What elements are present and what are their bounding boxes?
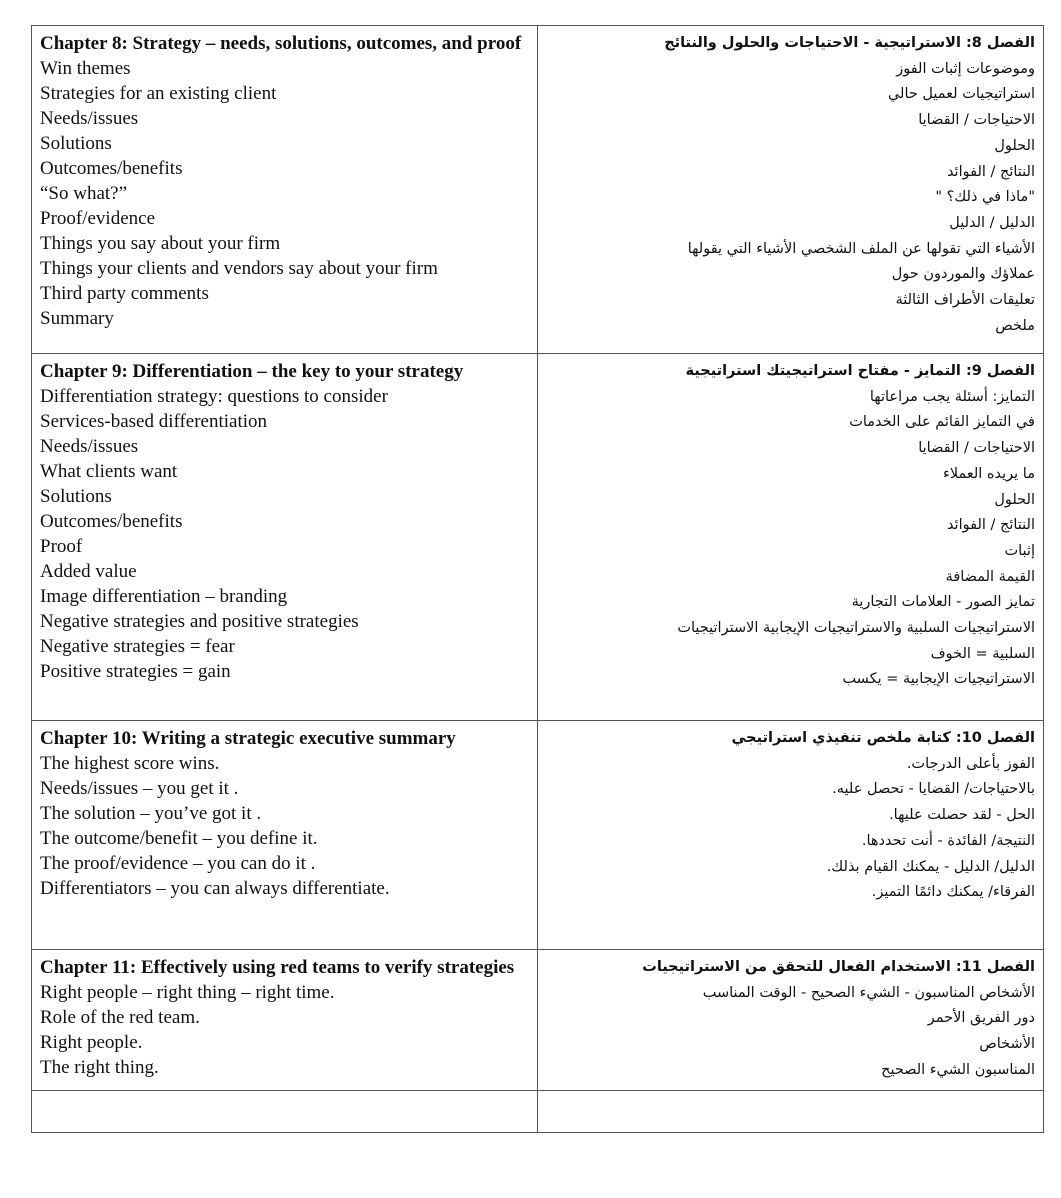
english-cell <box>32 950 538 1091</box>
list-item: Negative strategies = fear <box>40 636 235 657</box>
list-item: Needs/issues – you get it . <box>40 778 239 799</box>
list-item: The solution – you’ve got it . <box>40 803 262 824</box>
list-item: Proof/evidence <box>40 208 156 229</box>
table-row <box>32 26 1044 354</box>
list-item: Solutions <box>40 486 112 507</box>
list-item: Win themes <box>40 58 131 79</box>
list-item: التمايز: أسئلة يجب مراعاتها <box>869 388 1035 405</box>
list-item: Summary <box>40 308 114 329</box>
list-item: Image differentiation – branding <box>40 586 288 607</box>
list-item: Needs/issues <box>40 436 139 457</box>
table-row <box>32 1090 1044 1132</box>
chapter-title: Chapter 9: Differentiation – the key to your strategy <box>40 361 464 382</box>
list-item: الأشخاص المناسبون - الشيء الصحيح - الوقت المناسب <box>702 984 1035 1001</box>
list-item: الدليل/ الدليل - يمكنك القيام بذلك. <box>826 858 1035 875</box>
list-item: The highest score wins. <box>40 753 220 774</box>
arabic-cell <box>538 26 1044 354</box>
list-item: Right people. <box>40 1032 143 1053</box>
chapter-title: الفصل 11: الاستخدام الفعال للتحقق من الاستراتيجيات <box>642 959 1035 975</box>
list-item: السلبية = الخوف <box>930 645 1035 662</box>
list-item: تعليقات الأطراف الثالثة <box>895 292 1035 309</box>
list-item: Added value <box>40 561 137 582</box>
list-item: وموضوعات إثبات الفوز <box>896 60 1035 77</box>
list-item: الدليل / الدليل <box>949 214 1035 231</box>
list-item: Positive strategies = gain <box>40 661 231 682</box>
list-item: الفوز بأعلى الدرجات. <box>906 755 1035 772</box>
arabic-cell <box>538 721 1044 950</box>
table-row <box>32 354 1044 721</box>
list-item: "ماذا في ذلك؟ " <box>935 189 1035 206</box>
list-item: Solutions <box>40 133 112 154</box>
list-item: في التمايز القائم على الخدمات <box>849 414 1035 431</box>
chapter-title: الفصل 10: كتابة ملخص تنفيذي استراتيجي <box>731 730 1035 746</box>
list-item: الحلول <box>994 137 1035 154</box>
list-item: استراتيجيات لعميل حالي <box>887 86 1035 103</box>
chapter-title: الفصل 9: التمايز - مفتاح استراتيجيتك استراتيجية <box>685 363 1035 379</box>
arabic-cell <box>538 950 1044 1091</box>
list-item: النتائج / الفوائد <box>946 517 1035 534</box>
table-row <box>32 950 1044 1091</box>
list-item: Things you say about your firm <box>40 233 281 254</box>
arabic-cell <box>538 354 1044 721</box>
list-item: The right thing. <box>40 1057 159 1078</box>
list-item: النتائج / الفوائد <box>946 163 1035 180</box>
list-item: عملاؤك والموردون حول <box>891 266 1035 283</box>
list-item: The outcome/benefit – you define it. <box>40 828 318 849</box>
list-item: الاستراتيجيات الإيجابية = يكسب <box>842 671 1035 688</box>
list-item: Role of the red team. <box>40 1007 200 1028</box>
arabic-cell-empty <box>538 1090 1044 1132</box>
list-item: المناسبون الشيء الصحيح <box>881 1061 1035 1078</box>
list-item: Negative strategies and positive strategies <box>40 611 359 632</box>
list-item: الحل - لقد حصلت عليها. <box>889 807 1035 824</box>
list-item: الحلول <box>994 491 1035 508</box>
list-item: النتيجة/ الفائدة - أنت تحددها. <box>861 832 1035 849</box>
list-item: The proof/evidence – you can do it . <box>40 853 316 874</box>
english-cell <box>32 721 538 950</box>
list-item: Services-based differentiation <box>40 411 268 432</box>
list-item: الأشخاص <box>979 1036 1035 1053</box>
chapter-title: Chapter 10: Writing a strategic executive summary <box>40 728 456 749</box>
list-item: الفرقاء/ يمكنك دائمًا التميز. <box>871 884 1035 901</box>
list-item: Strategies for an existing client <box>40 83 277 104</box>
chapter-title: Chapter 11: Effectively using red teams to verify strategies <box>40 957 515 978</box>
list-item: Differentiation strategy: questions to consider <box>40 386 388 407</box>
list-item: What clients want <box>40 461 178 482</box>
english-cell <box>32 26 538 354</box>
list-item: Differentiators – you can always differentiate. <box>40 878 390 899</box>
table-row <box>32 721 1044 950</box>
list-item: الاحتياجات / القضايا <box>918 440 1035 457</box>
list-item: Right people – right thing – right time. <box>40 982 335 1003</box>
list-item: “So what?” <box>40 183 128 204</box>
list-item: Proof <box>40 536 83 557</box>
list-item: بالاحتياجات/ القضايا - تحصل عليه. <box>832 781 1035 798</box>
english-cell-empty <box>32 1090 538 1132</box>
list-item: ملخص <box>995 317 1035 334</box>
list-item: القيمة المضافة <box>945 568 1035 585</box>
list-item: ما يريده العملاء <box>943 465 1035 482</box>
list-item: Third party comments <box>40 283 209 304</box>
list-item: Things your clients and vendors say about your firm <box>40 258 438 279</box>
english-cell <box>32 354 538 721</box>
list-item: Outcomes/benefits <box>40 511 183 532</box>
list-item: الاحتياجات / القضايا <box>918 112 1035 129</box>
list-item: Needs/issues <box>40 108 139 129</box>
list-item: الأشياء التي تقولها عن الملف الشخصي الأشياء التي يقولها <box>687 240 1035 257</box>
list-item: دور الفريق الأحمر <box>927 1010 1035 1027</box>
chapter-title: Chapter 8: Strategy – needs, solutions, outcomes, and proof <box>40 33 522 54</box>
content-table <box>31 25 1044 1133</box>
list-item: إثبات <box>1004 542 1035 559</box>
list-item: الاستراتيجيات السلبية والاستراتيجيات الإيجابية الاستراتيجيات <box>677 620 1035 637</box>
list-item: تمايز الصور - العلامات التجارية <box>851 594 1035 611</box>
list-item: Outcomes/benefits <box>40 158 183 179</box>
chapter-title: الفصل 8: الاستراتيجية - الاحتياجات والحلول والنتائج <box>664 35 1035 51</box>
